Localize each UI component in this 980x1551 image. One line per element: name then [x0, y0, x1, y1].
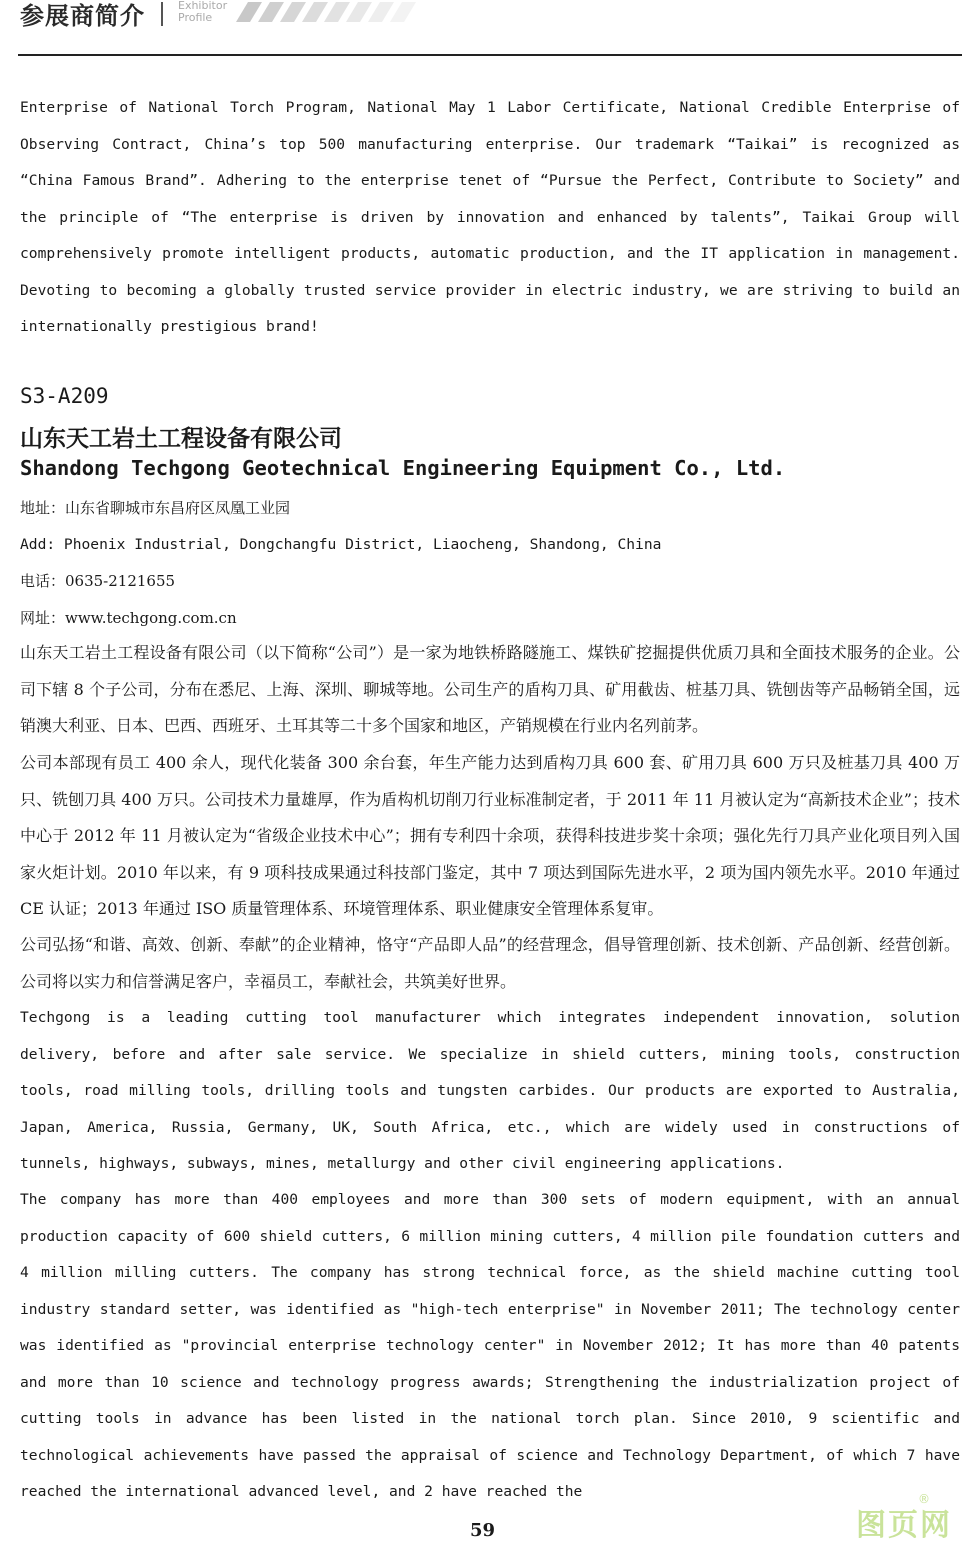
company-name-en: Shandong Techgong Geotechnical Engineering Equipment Co., Ltd.	[20, 456, 786, 480]
address-en: Add: Phoenix Industrial, Dongchangfu District, Liaocheng, Shandong, China	[20, 536, 662, 553]
description-en-paragraph-1: Techgong is a leading cutting tool manufacturer which integrates independent innovation, solution delivery, before and after sale service. We specialize in shield cutters, mining tools, construction tools, road milling tools, drilling tools and tungsten carbides. Our products are exported to Australia, Japan, America, Russia, Germany, UK, South Africa, etc., which are widely used in constructions of tunnels, highways, subways, mines, metallurgy and other civil engineering applications.	[20, 1009, 960, 1172]
company-name-cn: 山东天工岩土工程设备有限公司	[20, 425, 342, 452]
header-subtitle-line2: Profile	[178, 11, 213, 24]
page-number: 59	[470, 1520, 496, 1541]
header-subtitle	[178, 0, 227, 24]
header-rule	[18, 54, 962, 56]
address-cn: 地址：山东省聊城市东昌府区凤凰工业园	[20, 499, 291, 517]
header-divider	[161, 2, 163, 26]
header-subtitle-line1: Exhibitor	[178, 0, 228, 12]
page-header	[0, 0, 980, 56]
header-stripes-decoration	[228, 2, 428, 22]
website-link[interactable]: 网址：www.techgong.com.cn	[20, 609, 237, 627]
description-cn-paragraph-3: 公司弘扬“和谐、高效、创新、奉献”的企业精神，恪守“产品即人品”的经营理念，倡导管理创新、技术创新、产品创新、经营创新。公司将以实力和信誉满足客户，幸福员工，奉献社会，共筑美好世界。	[20, 935, 960, 991]
description-en-paragraph-2: The company has more than 400 employees and more than 300 sets of modern equipment, with an annual production capacity of 600 shield cutters, 6 million mining cutters, 4 million pile foundation cutters and 4 million milling cutters. The company has strong technical force, as the shield machine cutting tool industry standard setter, was identified as "high-tech enterprise" in November 2011; The technology center was identified as "provincial enterprise technology center" in November 2012; It has more than 40 patents and more than 10 science and technology progress awards; Strengthening the industrialization project of cutting tools in advance has been listed in the national torch plan. Since 2010, 9 scientific and technological achievements have passed the appraisal of science and Technology Department, of which 7 have reached the international advanced level, and 2 have reached the	[20, 1191, 960, 1500]
header-title: 参展商简介	[20, 2, 145, 30]
watermark-logo	[856, 1492, 966, 1543]
intro-paragraph: Enterprise of National Torch Program, National May 1 Labor Certificate, National Credible Enterprise of Observing Contract, China’s top 500 manufacturing enterprise. Our trademark “Taikai” is recognized as “China Famous Brand”. Adhering to the enterprise tenet of “Pursue the Perfect, Contribute to Society” and the principle of “The enterprise is driven by innovation and enhanced by talents”, Taikai Group will comprehensively promote intelligent products, automatic production, and the IT application in management. Devoting to becoming a globally trusted service provider in electric industry, we are striving to build an internationally prestigious brand!	[20, 99, 960, 335]
booth-number: S3-A209	[20, 384, 109, 408]
description-cn-paragraph-1: 山东天工岩土工程设备有限公司（以下简称“公司”）是一家为地铁桥路隧施工、煤铁矿挖掘提供优质刀具和全面技术服务的企业。公司下辖 8 个子公司，分布在悉尼、上海、深圳、聊城等地。公司生产的盾构刀具、矿用截齿、桩基刀具、铣刨齿等产品畅销全国，远销澳大利亚、日本、巴西、西班牙、土耳其等二十多个国家和地区，产销规模在行业内名列前茅。	[20, 643, 960, 735]
description-cn-paragraph-2: 公司本部现有员工 400 余人，现代化装备 300 余台套，年生产能力达到盾构刀具 600 套、矿用刀具 600 万只及桩基刀具 400 万只、铣刨刀具 400 万只。公司技术力量雄厚，作为盾构机切削刀行业标准制定者，于 2011 年 11 月被认定为“高新技术企业”；技术中心于 2012 年 11 月被认定为“省级企业技术中心”；拥有专利四十余项，获得科技进步奖十余项；强化先行刀具产业化项目列入国家火炬计划。2010 年以来，有 9 项科技成果通过科技部门鉴定，其中 7 项达到国际先进水平，2 项为国内领先水平。2010 年通过 CE 认证；2013 年通过 ISO 质量管理体系、环境管理体系、职业健康安全管理体系复审。	[20, 753, 960, 918]
phone-number: 电话：0635-2121655	[20, 572, 176, 590]
registered-mark: ®	[918, 1492, 930, 1506]
watermark-text: 图页网	[856, 1508, 952, 1543]
